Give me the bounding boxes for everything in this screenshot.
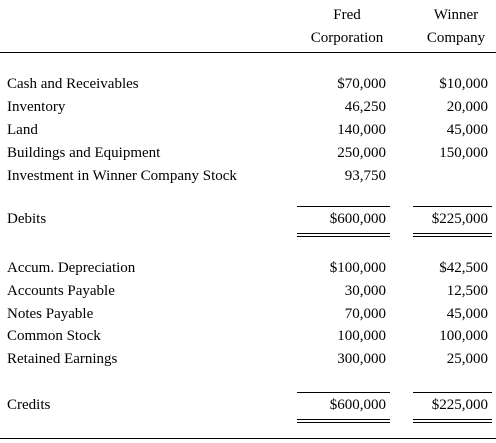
fred-value: 30,000 — [344, 283, 386, 299]
fred-value: 70,000 — [344, 306, 386, 322]
winner-value: 45,000 — [446, 122, 488, 138]
column-header-winner — [406, 4, 496, 50]
row-label: Retained Earnings — [7, 351, 118, 367]
fred-double-rule — [297, 236, 390, 237]
table-row — [0, 142, 496, 164]
table-row — [0, 303, 496, 325]
column-header-winner-line2: Company — [426, 30, 486, 46]
winner-double-rule — [413, 236, 492, 237]
fred-double-rule — [297, 419, 390, 420]
winner-total-rule — [413, 206, 492, 207]
winner-total-rule — [413, 392, 492, 393]
winner-value: 45,000 — [446, 306, 488, 322]
winner-total: $225,000 — [431, 211, 488, 227]
fred-value: $70,000 — [337, 76, 386, 92]
row-label: Accum. Depreciation — [7, 260, 136, 276]
fred-value: 100,000 — [337, 328, 386, 344]
fred-value: 46,250 — [344, 99, 386, 115]
row-label: Investment in Winner Company Stock — [7, 168, 237, 184]
row-label: Buildings and Equipment — [7, 145, 161, 161]
row-label: Notes Payable — [7, 306, 94, 322]
winner-double-rule — [413, 233, 492, 234]
table-row — [0, 73, 496, 95]
row-label: Cash and Receivables — [7, 76, 139, 92]
winner-value: 12,500 — [446, 283, 488, 299]
fred-double-rule — [297, 422, 390, 423]
fred-total-rule — [297, 392, 390, 393]
table-row — [0, 119, 496, 141]
fred-value: $100,000 — [329, 260, 386, 276]
winner-value: $10,000 — [439, 76, 488, 92]
winner-double-rule — [413, 422, 492, 423]
row-label: Debits — [7, 211, 47, 227]
winner-value: $42,500 — [439, 260, 488, 276]
table-row — [0, 280, 496, 302]
winner-value: 20,000 — [446, 99, 488, 115]
winner-value: 150,000 — [439, 145, 488, 161]
row-label: Accounts Payable — [7, 283, 115, 299]
table-row — [0, 325, 496, 347]
fred-value: 300,000 — [337, 351, 386, 367]
row-label: Credits — [7, 397, 51, 413]
column-header-fred — [297, 4, 397, 50]
table-row — [0, 96, 496, 118]
fred-total-rule — [297, 206, 390, 207]
table-row-debits — [0, 208, 496, 230]
table-row-credits — [0, 394, 496, 416]
footer-rule — [0, 438, 496, 439]
table-row — [0, 348, 496, 370]
column-header-fred-line2: Corporation — [310, 30, 384, 46]
table-row — [0, 257, 496, 279]
column-header-fred-line1: Fred — [333, 7, 361, 23]
fred-value: 140,000 — [337, 122, 386, 138]
row-label: Land — [7, 122, 38, 138]
column-header-winner-line1: Winner — [433, 7, 479, 23]
fred-value: 250,000 — [337, 145, 386, 161]
header-rule — [0, 52, 496, 53]
winner-double-rule — [413, 419, 492, 420]
fred-total: $600,000 — [329, 211, 386, 227]
fred-double-rule — [297, 233, 390, 234]
winner-total: $225,000 — [431, 397, 488, 413]
table-row — [0, 165, 496, 187]
row-label: Common Stock — [7, 328, 101, 344]
fred-value: 93,750 — [344, 168, 386, 184]
winner-value: 25,000 — [446, 351, 488, 367]
row-label: Inventory — [7, 99, 66, 115]
fred-total: $600,000 — [329, 397, 386, 413]
winner-value: 100,000 — [439, 328, 488, 344]
